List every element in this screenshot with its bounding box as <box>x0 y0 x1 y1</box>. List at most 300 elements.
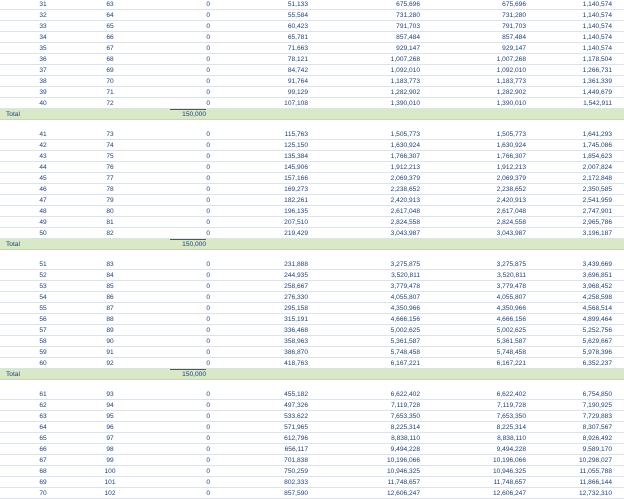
col-age-cell: 101 <box>104 479 116 486</box>
col-projection-cell: 2,965,786 <box>582 219 612 226</box>
col-age-cell: 81 <box>106 219 114 226</box>
col-balance-cell: 7,653,350 <box>390 413 420 420</box>
col-balance-cell: 4,350,966 <box>390 305 420 312</box>
col-year-cell: 63 <box>39 413 47 420</box>
col-balance-cell: 4,666,156 <box>390 316 420 323</box>
col-projection-cell: 5,978,396 <box>582 349 612 356</box>
col-balance-cell: 3,043,987 <box>390 230 420 237</box>
col-balance-cell: 12,606,247 <box>386 490 420 497</box>
col-projection-cell: 2,007,824 <box>582 164 612 171</box>
col-balance-cell: 2,238,652 <box>390 186 420 193</box>
col-year-cell: 52 <box>39 272 47 279</box>
col-age-cell: 100 <box>104 468 116 475</box>
col-year-cell: 67 <box>39 457 47 464</box>
col-value-cell: 2,824,558 <box>496 219 526 226</box>
col-interest-cell: 231,888 <box>284 261 308 268</box>
col-age-cell: 63 <box>106 1 114 8</box>
col-value-cell: 731,280 <box>502 12 526 19</box>
col-age-cell: 85 <box>106 283 114 290</box>
col-balance-cell: 5,361,587 <box>390 338 420 345</box>
col-balance-cell: 10,196,066 <box>386 457 420 464</box>
col-contribution-cell: 0 <box>206 413 210 420</box>
col-year-cell: 66 <box>39 446 47 453</box>
col-interest-cell: 145,906 <box>284 164 308 171</box>
col-value-cell: 6,622,402 <box>496 391 526 398</box>
table-row <box>0 140 624 151</box>
col-interest-cell: 125,150 <box>284 142 308 149</box>
col-contribution-cell: 0 <box>206 100 210 107</box>
table-row <box>0 389 624 400</box>
col-value-cell: 1,092,010 <box>496 67 526 74</box>
col-year-cell: 53 <box>39 283 47 290</box>
col-year-cell: 32 <box>39 12 47 19</box>
col-balance-cell: 1,183,773 <box>390 78 420 85</box>
col-contribution-cell: 0 <box>206 294 210 301</box>
col-age-cell: 84 <box>106 272 114 279</box>
col-projection-cell: 1,178,504 <box>582 56 612 63</box>
col-year-cell: 58 <box>39 338 47 345</box>
col-projection-cell: 6,754,850 <box>582 391 612 398</box>
col-balance-cell: 731,280 <box>396 12 420 19</box>
col-interest-cell: 115,763 <box>284 131 308 138</box>
col-age-cell: 87 <box>106 305 114 312</box>
col-year-cell: 46 <box>39 186 47 193</box>
col-interest-cell: 219,429 <box>284 230 308 237</box>
table-row <box>0 98 624 109</box>
table-row <box>0 0 624 10</box>
col-balance-cell: 3,520,811 <box>391 272 420 279</box>
col-projection-cell: 1,140,574 <box>582 1 612 8</box>
table-row <box>0 87 624 98</box>
col-contribution-cell: 0 <box>206 338 210 345</box>
col-interest-cell: 169,273 <box>284 186 308 193</box>
col-value-cell: 10,946,325 <box>492 468 526 475</box>
col-value-cell: 4,350,966 <box>496 305 526 312</box>
table-row <box>0 303 624 314</box>
col-balance-cell: 1,630,924 <box>390 142 420 149</box>
col-projection-cell: 11,866,144 <box>579 479 612 486</box>
table-row <box>0 411 624 422</box>
col-interest-cell: 157,166 <box>284 175 308 182</box>
col-year-cell: 35 <box>39 45 47 52</box>
col-balance-cell: 2,824,558 <box>390 219 420 226</box>
col-projection-cell: 5,629,667 <box>582 338 612 345</box>
col-balance-cell: 6,622,402 <box>390 391 420 398</box>
col-projection-cell: 1,140,574 <box>582 45 612 52</box>
col-age-cell: 68 <box>106 56 114 63</box>
col-age-cell: 94 <box>106 402 114 409</box>
col-balance-cell: 675,696 <box>396 1 420 8</box>
col-year-cell: 37 <box>39 67 47 74</box>
col-balance-cell: 7,119,728 <box>391 402 420 409</box>
col-projection-cell: 3,439,669 <box>582 261 612 268</box>
col-year-cell: 65 <box>39 435 47 442</box>
col-projection-cell: 2,172,848 <box>582 175 612 182</box>
col-value-cell: 675,696 <box>502 1 526 8</box>
col-year-cell: 56 <box>39 316 47 323</box>
col-age-cell: 75 <box>106 153 114 160</box>
total-row <box>0 109 624 120</box>
col-interest-cell: 315,191 <box>284 316 308 323</box>
col-balance-cell: 1,766,307 <box>390 153 420 160</box>
col-balance-cell: 791,703 <box>396 23 420 30</box>
section-gap <box>0 380 624 389</box>
col-value-cell: 1,912,213 <box>496 164 526 171</box>
col-contribution-cell: 0 <box>206 197 210 204</box>
table-row <box>0 195 624 206</box>
col-interest-cell: 91,764 <box>287 78 308 85</box>
col-age-cell: 77 <box>106 175 114 182</box>
col-contribution-cell: 0 <box>206 1 210 8</box>
col-year-cell: 48 <box>39 208 47 215</box>
col-balance-cell: 1,505,773 <box>390 131 420 138</box>
col-projection-cell: 7,190,925 <box>582 402 612 409</box>
col-contribution-cell: 0 <box>206 402 210 409</box>
col-interest-cell: 182,261 <box>284 197 308 204</box>
col-projection-cell: 1,854,623 <box>582 153 612 160</box>
col-value-cell: 3,520,811 <box>497 272 526 279</box>
col-year-cell: 61 <box>39 391 47 398</box>
table-row <box>0 43 624 54</box>
table-row <box>0 151 624 162</box>
col-contribution-cell: 0 <box>206 457 210 464</box>
col-value-cell: 8,838,110 <box>497 435 526 442</box>
total-label: Total <box>6 111 20 118</box>
col-balance-cell: 9,494,228 <box>390 446 420 453</box>
col-year-cell: 38 <box>39 78 47 85</box>
col-projection-cell: 8,307,567 <box>582 424 612 431</box>
col-age-cell: 69 <box>106 67 114 74</box>
col-year-cell: 45 <box>39 175 47 182</box>
table-row <box>0 477 624 488</box>
col-age-cell: 76 <box>106 164 114 171</box>
col-interest-cell: 386,870 <box>284 349 308 356</box>
col-interest-cell: 60,423 <box>287 23 308 30</box>
col-contribution-cell: 0 <box>206 56 210 63</box>
col-age-cell: 99 <box>106 457 114 464</box>
col-contribution-cell: 0 <box>206 153 210 160</box>
table-row <box>0 129 624 140</box>
col-interest-cell: 196,135 <box>284 208 308 215</box>
col-projection-cell: 1,140,574 <box>582 34 612 41</box>
col-value-cell: 5,748,458 <box>496 349 526 356</box>
col-contribution-cell: 0 <box>206 208 210 215</box>
col-year-cell: 62 <box>39 402 47 409</box>
col-interest-cell: 51,133 <box>287 1 308 8</box>
col-contribution-cell: 0 <box>206 89 210 96</box>
section-gap <box>0 250 624 259</box>
table-row <box>0 21 624 32</box>
col-value-cell: 10,196,066 <box>492 457 526 464</box>
col-year-cell: 36 <box>39 56 47 63</box>
col-projection-cell: 10,298,027 <box>578 457 612 464</box>
table-row <box>0 336 624 347</box>
total-row <box>0 239 624 250</box>
col-projection-cell: 1,140,574 <box>582 12 612 19</box>
col-projection-cell: 4,899,464 <box>582 316 612 323</box>
col-balance-cell: 4,055,807 <box>390 294 420 301</box>
col-value-cell: 1,766,307 <box>496 153 526 160</box>
col-value-cell: 9,494,228 <box>496 446 526 453</box>
col-projection-cell: 2,747,901 <box>582 208 612 215</box>
col-interest-cell: 107,108 <box>284 100 308 107</box>
col-year-cell: 31 <box>39 1 47 8</box>
col-contribution-cell: 0 <box>206 142 210 149</box>
col-contribution-cell: 0 <box>206 316 210 323</box>
col-value-cell: 6,167,221 <box>496 360 526 367</box>
col-projection-cell: 3,968,452 <box>582 283 612 290</box>
col-year-cell: 64 <box>39 424 47 431</box>
col-balance-cell: 2,617,048 <box>390 208 420 215</box>
total-label: Total <box>6 241 20 248</box>
col-interest-cell: 497,326 <box>284 402 308 409</box>
section-gap <box>0 120 624 129</box>
col-year-cell: 54 <box>39 294 47 301</box>
col-projection-cell: 11,055,788 <box>579 468 612 475</box>
col-year-cell: 55 <box>39 305 47 312</box>
total-amount: 150,000 <box>170 369 206 380</box>
col-interest-cell: 418,763 <box>284 360 308 367</box>
col-projection-cell: 4,258,598 <box>582 294 612 301</box>
col-interest-cell: 71,663 <box>287 45 308 52</box>
col-age-cell: 64 <box>106 12 114 19</box>
col-balance-cell: 2,069,379 <box>390 175 420 182</box>
col-contribution-cell: 0 <box>206 327 210 334</box>
table-row <box>0 314 624 325</box>
col-contribution-cell: 0 <box>206 34 210 41</box>
col-interest-cell: 99,129 <box>287 89 308 96</box>
table-row <box>0 292 624 303</box>
col-projection-cell: 8,926,492 <box>582 435 612 442</box>
col-balance-cell: 3,275,875 <box>390 261 420 268</box>
col-value-cell: 791,703 <box>502 23 526 30</box>
col-projection-cell: 1,266,731 <box>582 67 612 74</box>
col-contribution-cell: 0 <box>206 131 210 138</box>
col-age-cell: 98 <box>106 446 114 453</box>
col-value-cell: 5,361,587 <box>496 338 526 345</box>
col-value-cell: 3,275,875 <box>496 261 526 268</box>
col-interest-cell: 276,330 <box>284 294 308 301</box>
col-age-cell: 102 <box>104 490 116 497</box>
col-age-cell: 78 <box>106 186 114 193</box>
col-age-cell: 82 <box>106 230 114 237</box>
col-contribution-cell: 0 <box>206 186 210 193</box>
col-year-cell: 41 <box>39 131 47 138</box>
table-row <box>0 455 624 466</box>
col-balance-cell: 5,002,625 <box>390 327 420 334</box>
total-amount: 150,000 <box>170 239 206 250</box>
col-balance-cell: 1,912,213 <box>390 164 420 171</box>
col-contribution-cell: 0 <box>206 490 210 497</box>
col-interest-cell: 802,333 <box>284 479 308 486</box>
table-row <box>0 76 624 87</box>
col-year-cell: 43 <box>39 153 47 160</box>
table-row <box>0 281 624 292</box>
col-interest-cell: 336,468 <box>284 327 308 334</box>
col-age-cell: 88 <box>106 316 114 323</box>
table-row <box>0 488 624 499</box>
col-age-cell: 67 <box>106 45 114 52</box>
col-contribution-cell: 0 <box>206 219 210 226</box>
col-age-cell: 93 <box>106 391 114 398</box>
col-age-cell: 65 <box>106 23 114 30</box>
col-contribution-cell: 0 <box>206 446 210 453</box>
col-interest-cell: 571,965 <box>284 424 308 431</box>
col-year-cell: 59 <box>39 349 47 356</box>
col-value-cell: 4,055,807 <box>496 294 526 301</box>
table-row <box>0 228 624 239</box>
col-age-cell: 95 <box>106 413 114 420</box>
table-row <box>0 270 624 281</box>
col-value-cell: 929,147 <box>502 45 526 52</box>
col-projection-cell: 9,589,170 <box>582 446 612 453</box>
col-projection-cell: 5,252,756 <box>582 327 612 334</box>
col-value-cell: 7,119,728 <box>497 402 526 409</box>
table-row <box>0 259 624 270</box>
col-value-cell: 2,617,048 <box>496 208 526 215</box>
col-age-cell: 70 <box>106 78 114 85</box>
col-contribution-cell: 0 <box>206 272 210 279</box>
col-interest-cell: 65,781 <box>287 34 308 41</box>
table-row <box>0 173 624 184</box>
table-row <box>0 10 624 21</box>
col-value-cell: 1,282,902 <box>496 89 526 96</box>
col-projection-cell: 1,140,574 <box>582 23 612 30</box>
col-age-cell: 71 <box>106 89 114 96</box>
col-contribution-cell: 0 <box>206 391 210 398</box>
table-row <box>0 347 624 358</box>
col-year-cell: 69 <box>39 479 47 486</box>
col-age-cell: 91 <box>106 349 114 356</box>
col-value-cell: 857,484 <box>502 34 526 41</box>
col-year-cell: 44 <box>39 164 47 171</box>
col-age-cell: 80 <box>106 208 114 215</box>
table-row <box>0 433 624 444</box>
col-balance-cell: 8,225,314 <box>390 424 420 431</box>
col-age-cell: 96 <box>106 424 114 431</box>
col-interest-cell: 656,117 <box>284 446 308 453</box>
col-value-cell: 12,606,247 <box>492 490 526 497</box>
col-age-cell: 73 <box>106 131 114 138</box>
col-projection-cell: 3,696,851 <box>582 272 612 279</box>
total-amount: 150,000 <box>170 109 206 120</box>
col-year-cell: 34 <box>39 34 47 41</box>
col-contribution-cell: 0 <box>206 360 210 367</box>
col-contribution-cell: 0 <box>206 479 210 486</box>
col-balance-cell: 1,007,268 <box>390 56 420 63</box>
col-interest-cell: 55,584 <box>287 12 308 19</box>
col-contribution-cell: 0 <box>206 261 210 268</box>
col-value-cell: 4,666,156 <box>496 316 526 323</box>
col-age-cell: 89 <box>106 327 114 334</box>
table-row <box>0 65 624 76</box>
col-age-cell: 90 <box>106 338 114 345</box>
col-interest-cell: 78,121 <box>287 56 308 63</box>
col-balance-cell: 1,282,902 <box>390 89 420 96</box>
col-value-cell: 1,007,268 <box>496 56 526 63</box>
total-label: Total <box>6 371 20 378</box>
col-year-cell: 68 <box>39 468 47 475</box>
col-contribution-cell: 0 <box>206 230 210 237</box>
col-interest-cell: 612,796 <box>284 435 308 442</box>
col-projection-cell: 1,449,679 <box>582 89 612 96</box>
col-year-cell: 33 <box>39 23 47 30</box>
table-row <box>0 466 624 477</box>
col-projection-cell: 1,641,293 <box>582 131 612 138</box>
col-interest-cell: 295,158 <box>284 305 308 312</box>
col-value-cell: 11,748,657 <box>493 479 526 486</box>
col-year-cell: 39 <box>39 89 47 96</box>
col-age-cell: 83 <box>106 261 114 268</box>
col-projection-cell: 2,350,585 <box>582 186 612 193</box>
col-year-cell: 40 <box>39 100 47 107</box>
col-projection-cell: 7,729,883 <box>582 413 612 420</box>
col-interest-cell: 455,182 <box>284 391 308 398</box>
col-interest-cell: 533,622 <box>284 413 308 420</box>
col-balance-cell: 857,484 <box>396 34 420 41</box>
table-row <box>0 206 624 217</box>
col-interest-cell: 244,935 <box>284 272 308 279</box>
col-value-cell: 8,225,314 <box>496 424 526 431</box>
col-contribution-cell: 0 <box>206 424 210 431</box>
col-value-cell: 3,043,987 <box>496 230 526 237</box>
col-value-cell: 1,390,010 <box>496 100 526 107</box>
col-contribution-cell: 0 <box>206 78 210 85</box>
col-interest-cell: 358,963 <box>284 338 308 345</box>
col-year-cell: 42 <box>39 142 47 149</box>
table-row <box>0 54 624 65</box>
col-value-cell: 2,420,913 <box>496 197 526 204</box>
col-year-cell: 47 <box>39 197 47 204</box>
col-interest-cell: 84,742 <box>287 67 308 74</box>
col-projection-cell: 4,568,514 <box>582 305 612 312</box>
table-row <box>0 358 624 369</box>
col-age-cell: 74 <box>106 142 114 149</box>
total-row <box>0 369 624 380</box>
table-row <box>0 422 624 433</box>
table-row <box>0 32 624 43</box>
col-balance-cell: 11,748,657 <box>387 479 420 486</box>
col-year-cell: 51 <box>39 261 47 268</box>
col-balance-cell: 10,946,325 <box>386 468 420 475</box>
col-projection-cell: 6,352,237 <box>582 360 612 367</box>
col-age-cell: 97 <box>106 435 114 442</box>
col-contribution-cell: 0 <box>206 23 210 30</box>
col-balance-cell: 3,779,478 <box>390 283 420 290</box>
table-row <box>0 444 624 455</box>
col-contribution-cell: 0 <box>206 349 210 356</box>
table-row <box>0 400 624 411</box>
col-year-cell: 60 <box>39 360 47 367</box>
col-age-cell: 72 <box>106 100 114 107</box>
col-projection-cell: 12,732,310 <box>578 490 612 497</box>
col-age-cell: 92 <box>106 360 114 367</box>
col-year-cell: 70 <box>39 490 47 497</box>
col-projection-cell: 3,196,187 <box>582 230 612 237</box>
col-balance-cell: 1,092,010 <box>390 67 420 74</box>
col-contribution-cell: 0 <box>206 175 210 182</box>
col-contribution-cell: 0 <box>206 164 210 171</box>
table-row <box>0 184 624 195</box>
col-interest-cell: 701,838 <box>284 457 308 464</box>
col-value-cell: 2,238,652 <box>496 186 526 193</box>
col-year-cell: 50 <box>39 230 47 237</box>
col-value-cell: 3,779,478 <box>496 283 526 290</box>
col-value-cell: 7,653,350 <box>496 413 526 420</box>
col-year-cell: 57 <box>39 327 47 334</box>
col-contribution-cell: 0 <box>206 67 210 74</box>
col-value-cell: 5,002,625 <box>496 327 526 334</box>
